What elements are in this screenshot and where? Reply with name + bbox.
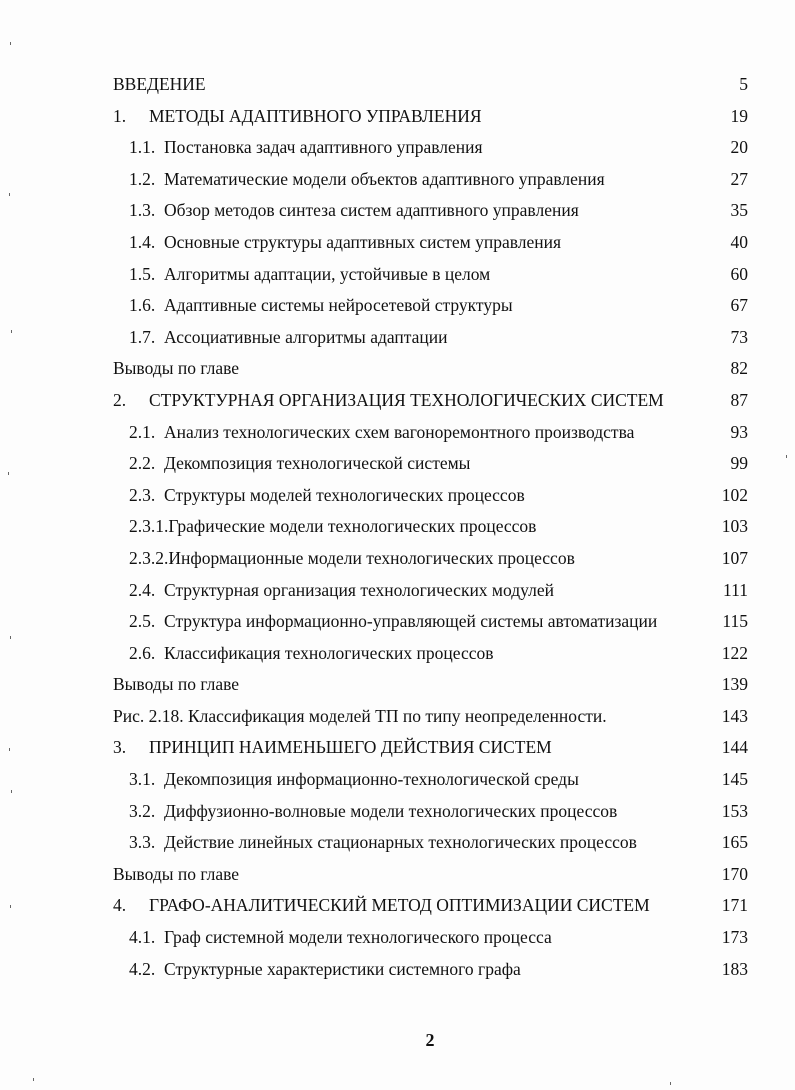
toc-entry-page: 183 (721, 958, 748, 979)
toc-entry-title: Структурная организация технологических модулей (164, 579, 555, 600)
toc-entry (113, 923, 753, 955)
toc-entry-title: Адаптивные системы нейросетевой структуры (164, 295, 513, 316)
toc-entry-title: Структура информационно-управляющей системы автоматизации (164, 611, 658, 632)
toc-entry (113, 765, 753, 797)
toc-entry-page: 82 (730, 358, 748, 379)
toc-entry-title: Обзор методов синтеза систем адаптивного управления (164, 200, 579, 221)
toc-entry-page: 107 (721, 547, 748, 568)
toc-entry-title: ВВЕДЕНИЕ (113, 74, 206, 94)
toc-entry-number: 1.1. (129, 137, 156, 158)
toc-entry-title: Декомпозиция технологической системы (164, 453, 471, 474)
scan-speck (10, 905, 11, 908)
toc-entry-page: 115 (722, 611, 748, 632)
toc-entry-page: 93 (730, 421, 748, 442)
toc-entry-number: 1.6. (129, 295, 156, 316)
toc-entry-number: 1. (113, 105, 127, 126)
toc-entry (113, 607, 753, 639)
toc-entry-page: 144 (721, 737, 748, 758)
toc-entry-title: Структуры моделей технологических процессов (164, 484, 525, 505)
toc-entry (113, 291, 753, 323)
toc-entry-number: 2.2. (129, 453, 156, 474)
toc-entry-number: 1.3. (129, 200, 156, 221)
scan-speck (670, 1082, 671, 1085)
toc-entry-title: ПРИНЦИП НАИМЕНЬШЕГО ДЕЙСТВИЯ СИСТЕМ (149, 737, 552, 758)
toc-entry-page: 99 (730, 453, 748, 474)
toc-entry-title: Алгоритмы адаптации, устойчивые в целом (164, 263, 491, 284)
toc-entry-title: Граф системной модели технологического процесса (164, 927, 552, 948)
toc-entry-number: 4.1. (129, 927, 156, 948)
scan-speck (11, 790, 12, 793)
toc-entry-title: Постановка задач адаптивного управления (164, 137, 483, 158)
toc-entry (113, 418, 753, 450)
toc-entry-title: ГРАФО-АНАЛИТИЧЕСКИЙ МЕТОД ОПТИМИЗАЦИИ СИСТЕМ (149, 895, 650, 916)
toc-entry-number: 2.5. (129, 611, 156, 632)
toc-entry (113, 323, 753, 355)
toc-entry-number: 2.3.2. (129, 547, 169, 568)
toc-entry-page: 103 (721, 516, 748, 537)
toc-entry (113, 196, 753, 228)
toc-entry (113, 670, 753, 702)
toc-entry (113, 576, 753, 608)
toc-entry-number: 1.4. (129, 231, 156, 252)
toc-entry-number: 1.5. (129, 263, 156, 284)
toc-entry-number: 2.3. (129, 484, 156, 505)
toc-entry-page: 165 (721, 832, 748, 853)
toc-entry-number: 2. (113, 389, 127, 410)
toc-entry-title: Основные структуры адаптивных систем управления (164, 231, 562, 252)
toc-entry (113, 891, 753, 923)
toc-entry-title: Рис. 2.18. Классификация моделей ТП по типу неопределенности. (113, 705, 607, 726)
toc-entry-page: 40 (730, 231, 748, 252)
toc-entry-page: 5 (739, 74, 748, 94)
toc-entry-title: Действие линейных стационарных технологических процессов (164, 832, 637, 853)
toc-entry-number: 1.2. (129, 168, 156, 189)
toc-entry-title: Графические модели технологических процессов (168, 516, 537, 537)
scan-speck (9, 193, 10, 196)
toc-entry-page: 153 (721, 800, 748, 821)
table-of-contents (113, 70, 753, 986)
toc-entry-number: 2.6. (129, 642, 156, 663)
toc-entry-page: 111 (723, 579, 748, 600)
toc-entry-number: 3.1. (129, 769, 156, 790)
toc-entry-number: 3.3. (129, 832, 156, 853)
toc-entry-number: 4.2. (129, 958, 156, 979)
toc-entry (113, 512, 753, 544)
scan-speck (786, 455, 787, 458)
toc-entry-page: 170 (721, 863, 748, 884)
scan-speck (9, 748, 10, 751)
toc-entry-number: 3.2. (129, 800, 156, 821)
toc-entry-title: Выводы по главе (113, 358, 240, 379)
scan-speck (11, 330, 12, 333)
toc-entry-title: Классификация технологических процессов (164, 642, 494, 663)
toc-entry-page: 102 (721, 484, 748, 505)
toc-entry (113, 133, 753, 165)
toc-entry-number: 4. (113, 895, 127, 916)
toc-entry (113, 797, 753, 829)
toc-entry (113, 102, 753, 134)
scan-speck (10, 42, 11, 45)
scan-speck (10, 636, 11, 639)
toc-entry (113, 228, 753, 260)
toc-entry-page: 20 (730, 137, 748, 158)
toc-entry (113, 702, 753, 734)
toc-entry-page: 67 (730, 295, 748, 316)
toc-entry (113, 481, 753, 513)
toc-entry (113, 544, 753, 576)
toc-entry-title: Информационные модели технологических процессов (168, 547, 575, 568)
toc-entry-page: 173 (721, 927, 748, 948)
page-number: 2 (425, 1030, 435, 1050)
toc-entry (113, 70, 753, 102)
toc-entry-title: Диффузионно-волновые модели технологических процессов (164, 800, 618, 821)
toc-entry-page: 35 (730, 200, 748, 221)
toc-entry-page: 19 (730, 105, 748, 126)
toc-entry-title: Декомпозиция информационно-технологической среды (164, 769, 579, 790)
toc-entry-title: Выводы по главе (113, 674, 240, 695)
toc-entry-title: Структурные характеристики системного графа (164, 958, 521, 979)
toc-entry-page: 171 (721, 895, 748, 916)
toc-entry (113, 165, 753, 197)
toc-entry-page: 122 (721, 642, 748, 663)
toc-entry-number: 2.1. (129, 421, 156, 442)
toc-entry-page: 145 (721, 769, 748, 790)
toc-entry (113, 639, 753, 671)
toc-entry-title: Ассоциативные алгоритмы адаптации (164, 326, 448, 347)
toc-entry-number: 2.3.1. (129, 516, 169, 537)
toc-entry-page: 60 (730, 263, 748, 284)
toc-entry-number: 3. (113, 737, 127, 758)
toc-entry (113, 386, 753, 418)
toc-entry-title: СТРУКТУРНАЯ ОРГАНИЗАЦИЯ ТЕХНОЛОГИЧЕСКИХ СИСТЕМ (149, 389, 664, 410)
toc-entry-title: Математические модели объектов адаптивного управления (164, 168, 605, 189)
toc-entry-page: 139 (721, 674, 748, 695)
toc-entry-page: 73 (730, 326, 748, 347)
toc-entry-title: МЕТОДЫ АДАПТИВНОГО УПРАВЛЕНИЯ (149, 105, 482, 126)
toc-entry (113, 733, 753, 765)
scan-speck (33, 1078, 34, 1081)
toc-entry-title: Выводы по главе (113, 863, 240, 884)
toc-entry-number: 2.4. (129, 579, 156, 600)
toc-entry-page: 143 (721, 705, 748, 726)
toc-entry (113, 260, 753, 292)
toc-entry-title: Анализ технологических схем вагоноремонтного производства (164, 421, 635, 442)
toc-entry (113, 354, 753, 386)
toc-entry-number: 1.7. (129, 326, 156, 347)
scan-speck (8, 472, 9, 475)
toc-entry (113, 955, 753, 987)
toc-entry (113, 828, 753, 860)
toc-entry-page: 27 (730, 168, 748, 189)
toc-entry (113, 449, 753, 481)
toc-entry (113, 860, 753, 892)
toc-entry-page: 87 (730, 389, 748, 410)
